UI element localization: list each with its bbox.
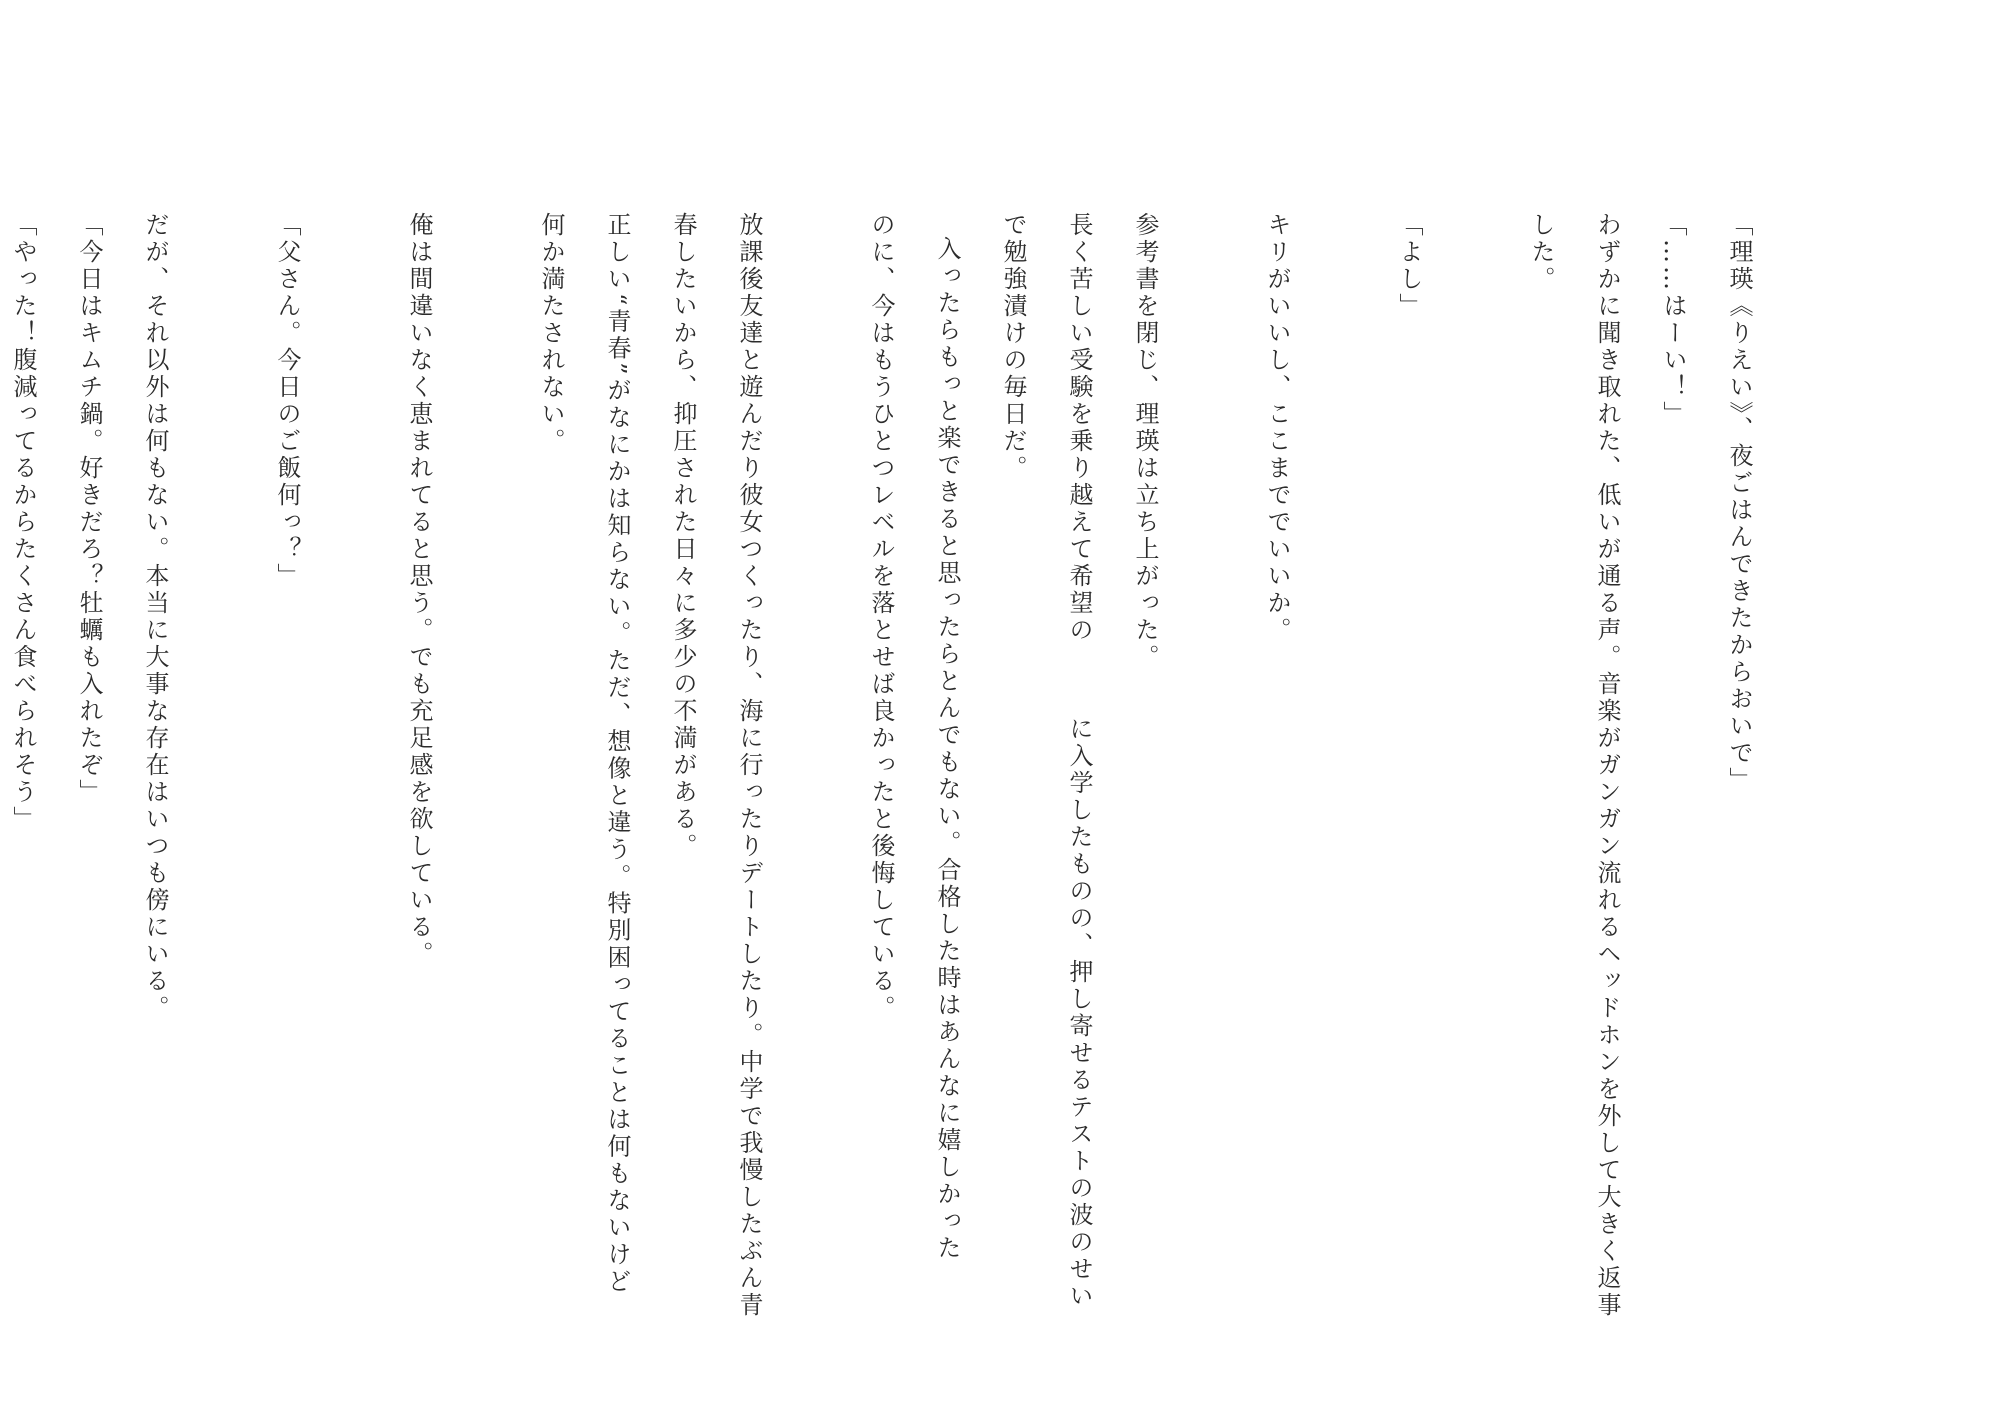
narration-line: 放課後友達と遊んだり彼女つくったり、海に行ったりデートしたり。中学で我慢したぶん青: [735, 212, 763, 1319]
dialogue-line: 「……はーい！」: [1659, 212, 1687, 428]
dialogue-line: 「父さん。今日のご飯何っ？」: [273, 212, 301, 590]
dialogue-line: 「よし」: [1395, 212, 1423, 320]
narration-segment: 入ったらもっと楽できると思ったらとんでもない。合格した時はあんなに嬉しかった: [933, 236, 961, 1262]
dialogue-line: 「今日はキムチ鍋。好きだろ？牡蠣も入れたぞ」: [75, 212, 103, 806]
blank-line: [1178, 212, 1244, 1212]
blank-line: [782, 212, 848, 1212]
narration-line: だが、それ以外は何もない。本当に大事な存在はいつも傍にいる。: [141, 212, 169, 1022]
narration-line: のに、今はもうひとつレベルを落とせば良かったと後悔している。: [867, 212, 895, 1022]
narration-segment: 長く苦しい受験を乗り越えて希望の: [1065, 212, 1093, 644]
vertical-text-body: [9, 212, 1772, 1319]
narration-line: [1046, 212, 1112, 1310]
narration-line: [914, 212, 980, 1262]
blank-line: [188, 212, 254, 1212]
blank-line: [452, 212, 518, 1212]
narration-line: で勉強漬けの毎日だ。: [999, 212, 1027, 482]
dialogue-line: 「理瑛《りえい》、夜ごはんできたからおいで」: [1725, 212, 1753, 794]
narration-line: キリがいいし、ここまででいいか。: [1263, 212, 1291, 644]
narration-segment: に入学したものの、押し寄せるテストの波のせい: [1065, 716, 1093, 1310]
narration-line: 何か満たされない。: [537, 212, 565, 455]
narration-line: 正しい“青春”がなにかは知らない。ただ、想像と違う。特別困ってることは何もないけど: [603, 212, 631, 1296]
narration-line: わずかに聞き取れた、低いが通る声。音楽がガンガン流れるヘッドホンを外して大きく返事: [1593, 212, 1621, 1319]
narration-line: した。: [1527, 212, 1555, 293]
narration-line: 参考書を閉じ、理瑛は立ち上がった。: [1131, 212, 1159, 671]
narration-line: 春したいから、抑圧された日々に多少の不満がある。: [669, 212, 697, 860]
blank-line: [320, 212, 386, 1212]
narration-line: 俺は間違いなく恵まれてると思う。でも充足感を欲している。: [405, 212, 433, 968]
blank-line: [1310, 212, 1376, 1212]
dialogue-line: 「やった！腹減ってるからたくさん食べられそう」: [9, 212, 37, 833]
blank-line: [1442, 212, 1508, 1212]
